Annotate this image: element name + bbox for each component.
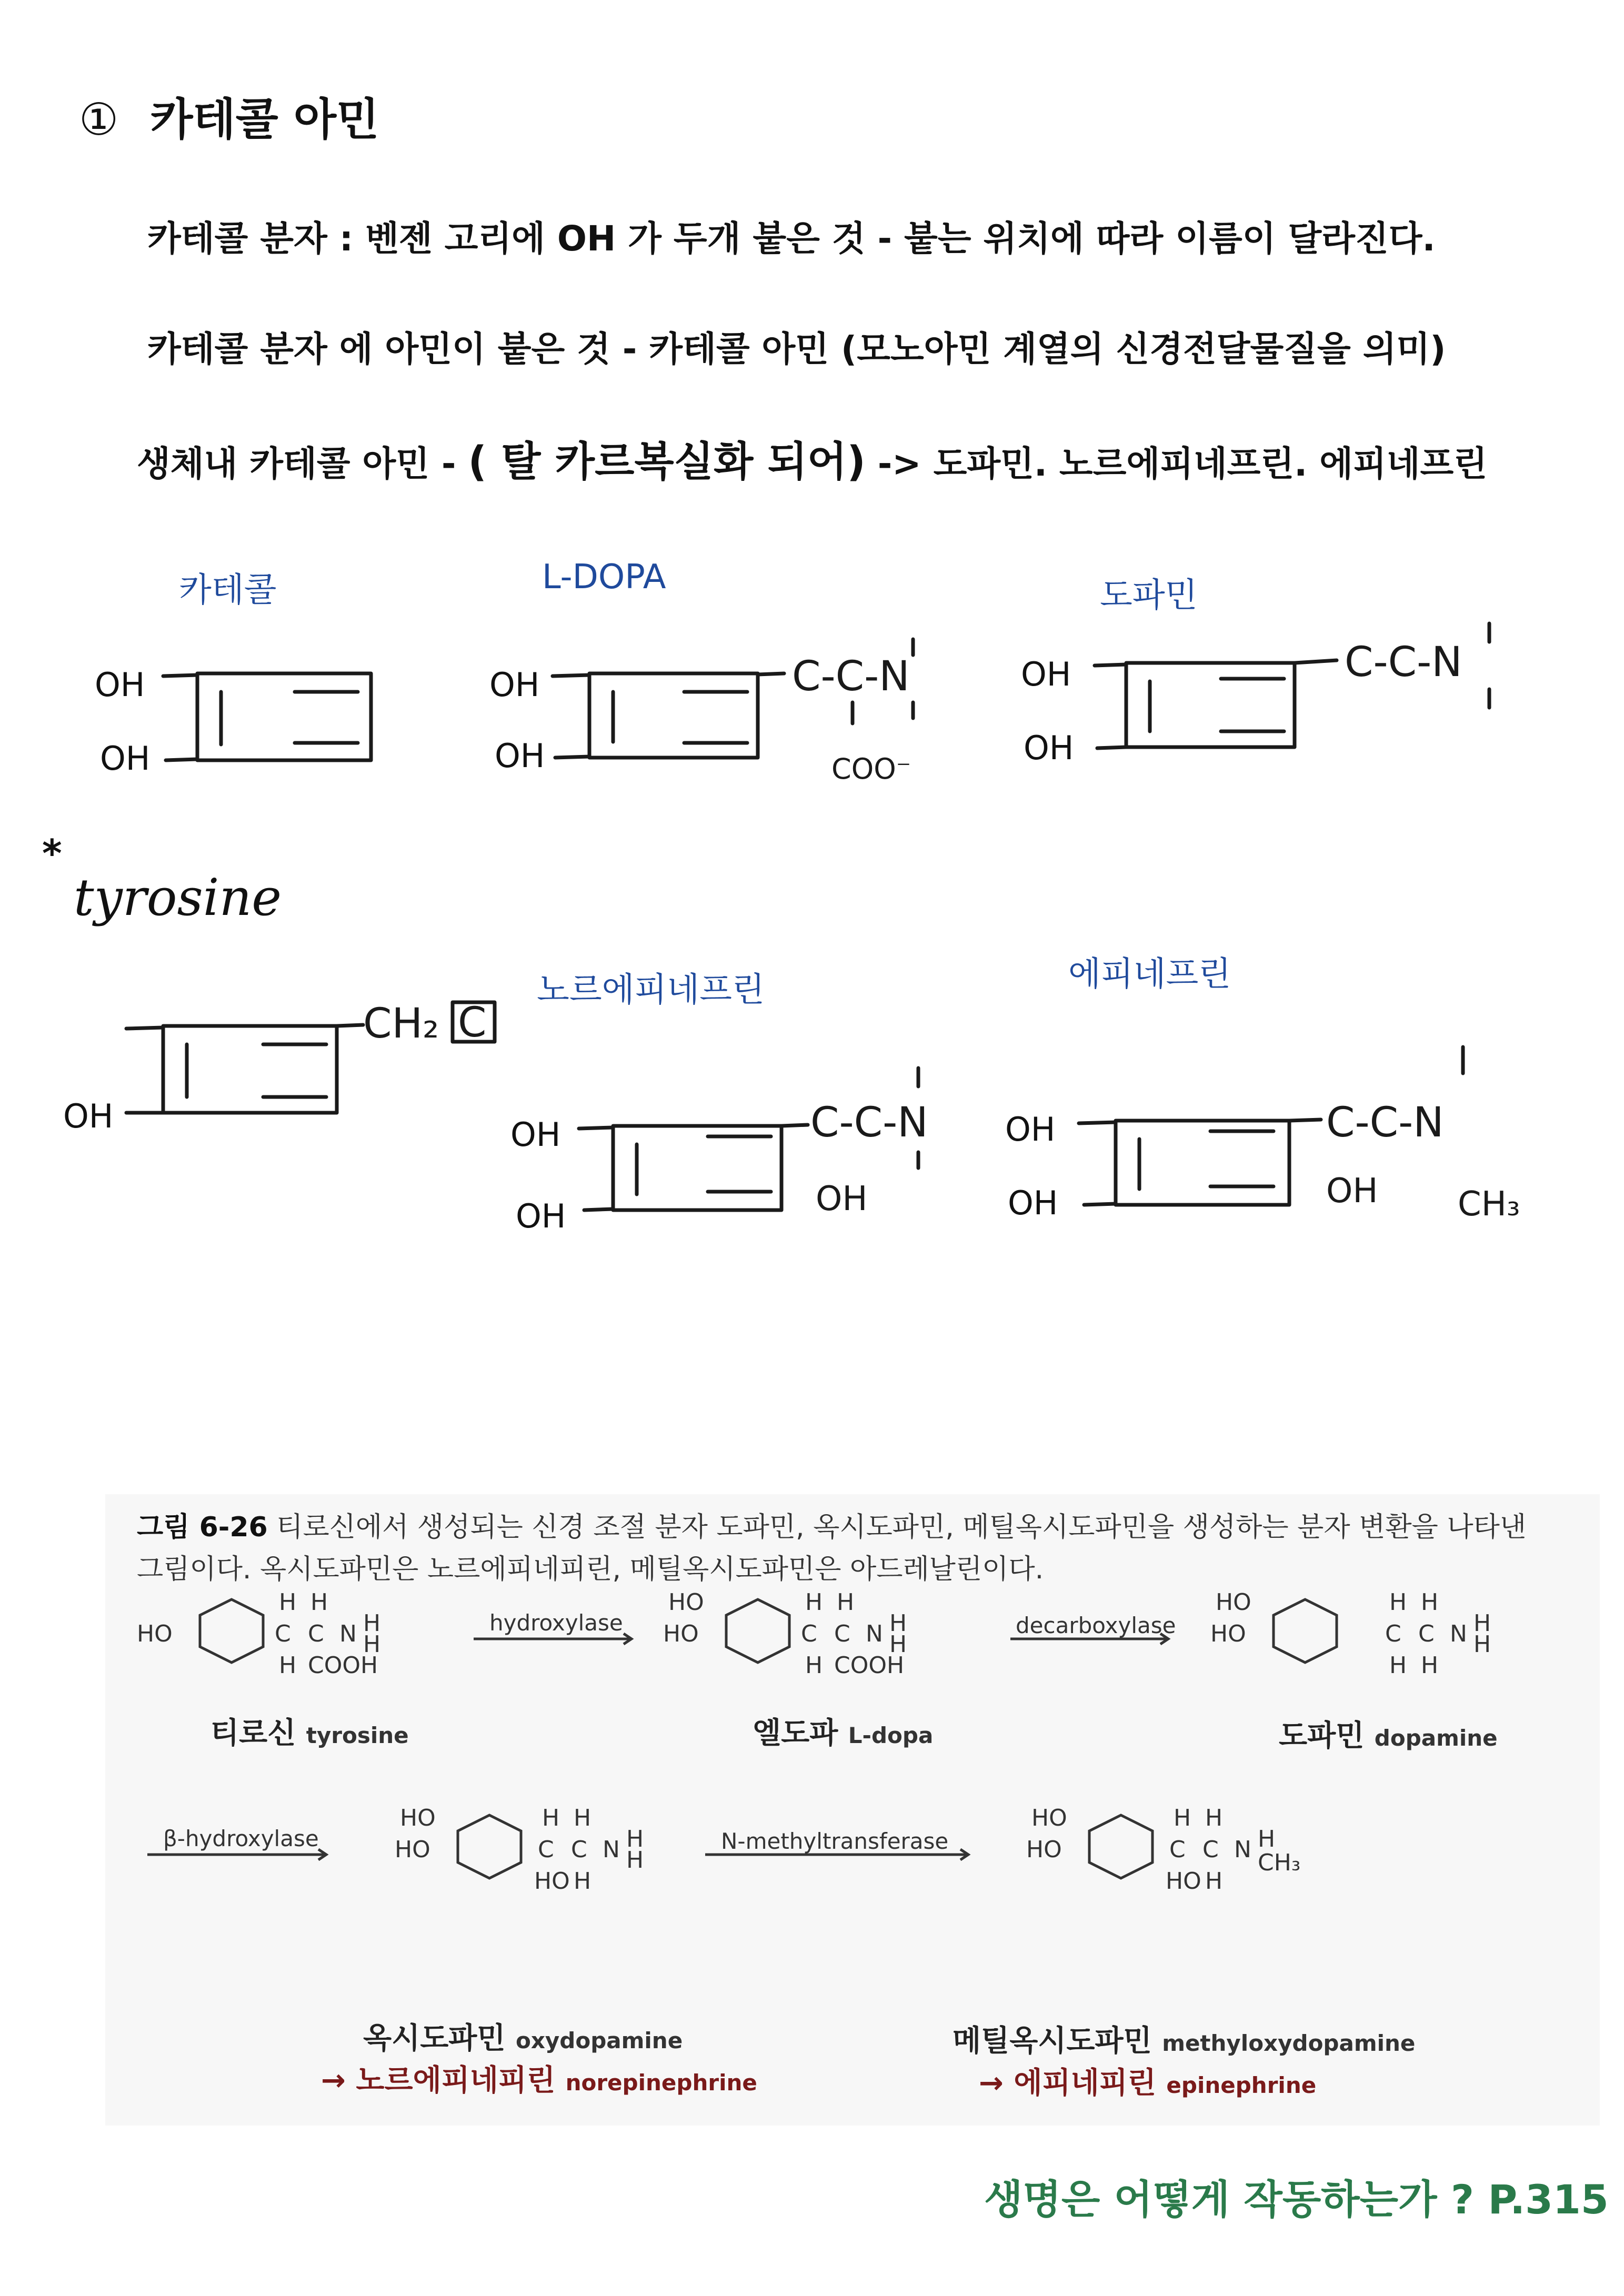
dopamine-molecule [1210, 1589, 1491, 1679]
svg-text:H: H [363, 1610, 381, 1637]
alias-norepinephrine: → 노르에피네피린 norepinephrine [321, 2063, 757, 2098]
svg-text:C: C [1202, 1836, 1219, 1863]
alias-epinephrine: → 에피네피린 epinephrine [979, 2066, 1317, 2100]
molecule-name-methyloxydopamine: 메틸옥시도파민 methyloxydopamine [953, 2024, 1416, 2058]
oxydopamine-molecule [395, 1805, 644, 1895]
norepinephrine-oh-bottom: OH [516, 1197, 566, 1235]
svg-text:C: C [1169, 1836, 1186, 1863]
svg-text:COOH: COOH [308, 1652, 378, 1679]
svg-text:H: H [805, 1589, 823, 1616]
svg-text:H: H [1421, 1589, 1439, 1616]
epinephrine-oh-sub: OH [1326, 1172, 1378, 1211]
figure-caption-text: 티로신에서 생성되는 신경 조절 분자 도파민, 옥시도파민, 메틸옥시도파민을 생성하는 분자 변환을 나타낸 [267, 1512, 1527, 1543]
svg-text:C: C [834, 1620, 850, 1647]
figure-caption-1 [137, 1505, 1526, 1544]
norepinephrine-oh-sub: OH [816, 1180, 868, 1219]
figure-caption-label: 그림 6-26 [137, 1512, 268, 1543]
section-title [79, 84, 379, 148]
pathway-diagram [105, 1589, 1600, 1968]
dopamine-oh-top: OH [1021, 655, 1071, 693]
svg-text:C: C [1385, 1620, 1401, 1647]
svg-text:H: H [363, 1631, 381, 1658]
star-mark: * [42, 831, 62, 875]
molecule-name-oxydopamine: 옥시도파민 oxydopamine [363, 2021, 683, 2056]
svg-text:H: H [805, 1652, 823, 1679]
catechol-ring [163, 673, 371, 760]
tyrosine-oh: OH [63, 1097, 114, 1135]
svg-text:H: H [1258, 1826, 1276, 1852]
textbook-figure [105, 1494, 1600, 2126]
svg-text:H: H [1473, 1631, 1491, 1658]
molecule-name-dopamine: 도파민 dopamine [1279, 1719, 1498, 1753]
ldopa-chain: C-C-N [792, 653, 910, 700]
epinephrine-chain: C-C-N [1326, 1099, 1444, 1146]
svg-text:HO: HO [400, 1805, 436, 1831]
section-title-text: 카테콜 아민 [150, 94, 379, 145]
svg-text:HO: HO [1026, 1836, 1062, 1863]
norepinephrine-oh-top: OH [510, 1115, 561, 1154]
svg-text:H: H [310, 1589, 328, 1616]
epinephrine-ring [1079, 1120, 1321, 1205]
svg-text:N: N [603, 1836, 620, 1863]
ldopa-coo: COO⁻ [831, 752, 911, 786]
svg-text:H: H [1389, 1589, 1407, 1616]
molecule-name-ldopa: 엘도파 L-dopa [753, 1716, 934, 1750]
svg-text:H: H [574, 1805, 592, 1831]
enzyme-decarboxylase: decarboxylase [1016, 1613, 1176, 1638]
ldopa-oh-top: OH [489, 666, 540, 704]
ldopa-label: L-DOPA [542, 558, 666, 597]
svg-text:HO: HO [395, 1836, 430, 1863]
tyrosine-ch2: CH₂ [363, 1000, 439, 1048]
handwritten-structures [0, 605, 1624, 1263]
epinephrine-oh-top: OH [1005, 1110, 1056, 1149]
enzyme-hydroxylase: hydroxylase [489, 1610, 623, 1636]
svg-text:H: H [1205, 1868, 1223, 1895]
norepinephrine-ring [579, 1125, 808, 1210]
svg-text:H: H [889, 1631, 907, 1658]
svg-text:C: C [308, 1620, 324, 1647]
svg-text:HO: HO [137, 1620, 173, 1647]
note-line-3-b: ( 탈 카르복실화 되어) [468, 438, 866, 486]
svg-text:C: C [275, 1620, 291, 1647]
norepinephrine-chain: C-C-N [810, 1099, 928, 1146]
note-line-1: 카테콜 분자 : 벤젠 고리에 OH 가 두개 붙은 것 - 붙는 위치에 따라 이름이 달라진다. [147, 218, 1436, 259]
note-line-3-c: -> 도파민. 노르에피네프린. 에피네프린 [865, 444, 1488, 484]
ldopa-oh-bottom: OH [495, 737, 545, 775]
svg-text:H: H [889, 1610, 907, 1637]
svg-text:HO: HO [1210, 1620, 1246, 1647]
norepinephrine-label: 노르에피네프린 [537, 971, 765, 1010]
tyrosine-c-box: C [458, 999, 487, 1046]
svg-text:HO: HO [1166, 1868, 1201, 1895]
tyrosine-molecule [137, 1589, 380, 1679]
svg-text:HO: HO [534, 1868, 570, 1895]
svg-text:H: H [837, 1589, 855, 1616]
svg-text:HO: HO [663, 1620, 699, 1647]
ldopa-molecule [663, 1589, 907, 1679]
svg-text:N: N [1234, 1836, 1251, 1863]
methyloxydopamine-molecule [1026, 1805, 1300, 1895]
ldopa-ring [553, 673, 784, 758]
svg-text:C: C [1418, 1620, 1435, 1647]
dopamine-ring [1095, 660, 1337, 748]
note-line-3 [137, 429, 1487, 488]
svg-text:H: H [279, 1652, 297, 1679]
catechol-oh-bottom: OH [100, 739, 151, 778]
svg-text:N: N [1450, 1620, 1467, 1647]
epinephrine-oh-bottom: OH [1008, 1184, 1058, 1222]
note-line-3-a: 생체내 카테콜 아민 - [137, 444, 468, 484]
tyrosine-ring [126, 1002, 495, 1113]
svg-text:H: H [1205, 1805, 1223, 1831]
molecule-name-tyrosine: 티로신 tyrosine [210, 1716, 409, 1750]
svg-text:CH₃: CH₃ [1258, 1849, 1301, 1876]
svg-text:C: C [801, 1620, 817, 1647]
svg-text:H: H [1174, 1805, 1191, 1831]
tyrosine-note: tyrosine [74, 868, 282, 927]
section-number: ① [79, 94, 119, 145]
dopamine-oh-bottom: OH [1024, 729, 1074, 767]
svg-text:H: H [1389, 1652, 1407, 1679]
svg-text:H: H [574, 1868, 592, 1895]
svg-text:HO: HO [668, 1589, 704, 1616]
svg-text:H: H [542, 1805, 560, 1831]
svg-text:H: H [1473, 1610, 1491, 1637]
svg-text:H: H [626, 1826, 644, 1852]
catechol-label: 카테콜 [179, 571, 277, 610]
svg-text:H: H [279, 1589, 297, 1616]
svg-text:C: C [538, 1836, 554, 1863]
dopamine-label: 도파민 [1100, 576, 1198, 615]
catechol-oh-top: OH [95, 666, 145, 704]
svg-text:COOH: COOH [834, 1652, 905, 1679]
note-line-2: 카테콜 분자 에 아민이 붙은 것 - 카테콜 아민 (모노아민 계열의 신경전달물질을 의미) [147, 329, 1446, 369]
epinephrine-ch3: CH₃ [1458, 1185, 1520, 1224]
svg-text:H: H [626, 1847, 644, 1874]
epinephrine-label: 에피네프린 [1068, 955, 1231, 994]
source-reference: 생명은 어떻게 작동하는가 ? P.315 [984, 2176, 1609, 2223]
svg-text:C: C [571, 1836, 587, 1863]
svg-text:HO: HO [1216, 1589, 1251, 1616]
svg-text:H: H [1421, 1652, 1439, 1679]
enzyme-n-methyltransferase: N-methyltransferase [721, 1828, 949, 1854]
svg-text:HO: HO [1031, 1805, 1067, 1831]
figure-caption-2: 그림이다. 옥시도파민은 노르에피네피린, 메틸옥시도파민은 아드레날린이다. [137, 1554, 1044, 1585]
dopamine-chain: C-C-N [1345, 639, 1462, 686]
svg-text:N: N [866, 1620, 883, 1647]
svg-text:N: N [339, 1620, 357, 1647]
enzyme-beta-hydroxylase: β-hydroxylase [163, 1826, 319, 1851]
